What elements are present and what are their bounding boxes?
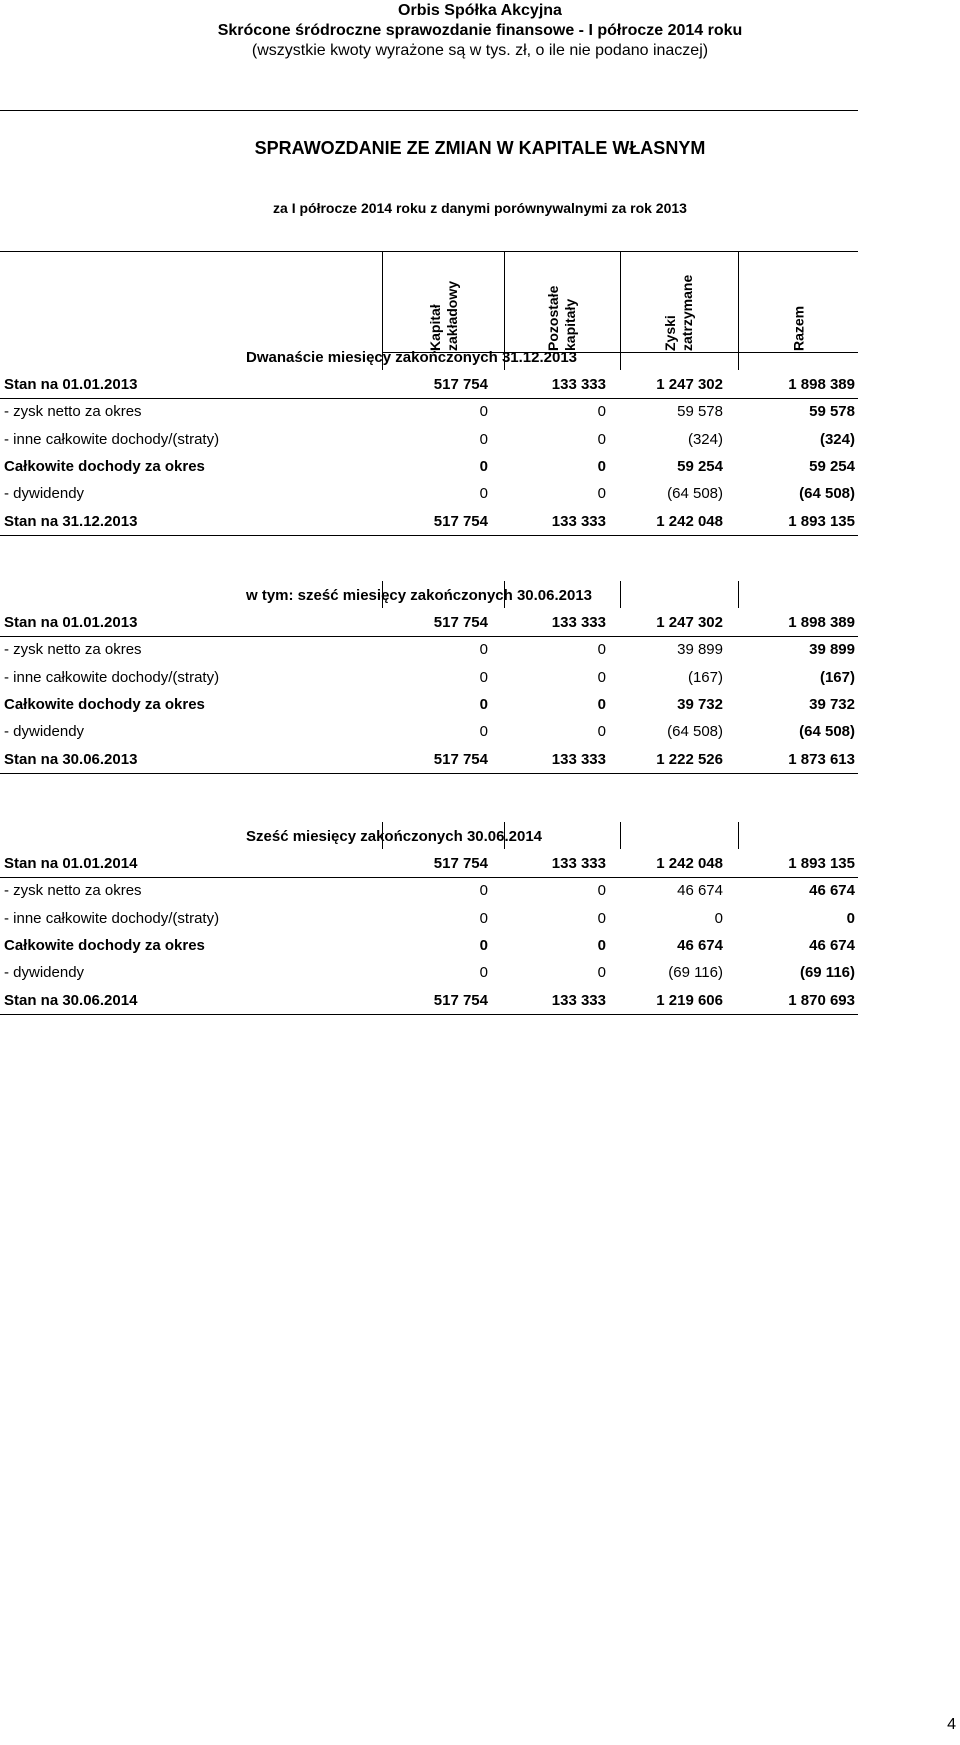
row-value: 133 333 — [551, 750, 606, 768]
row-value: 46 674 — [809, 936, 855, 954]
table-row — [0, 958, 858, 988]
row-label: Całkowite dochody za okres — [4, 457, 205, 475]
row-value: 39 732 — [809, 695, 855, 713]
page-number: 4 — [947, 1716, 956, 1733]
row-value: 0 — [597, 485, 606, 503]
row-value: 1 870 693 — [788, 991, 855, 1009]
column-header-other-capital-l1: Pozostałe — [545, 285, 561, 351]
row-value: 0 — [479, 964, 488, 982]
section-column-separator — [382, 343, 383, 370]
table-row — [0, 745, 858, 775]
row-value: 517 754 — [433, 376, 488, 393]
row-value: 1 898 389 — [788, 376, 855, 393]
section-column-separator — [620, 822, 621, 849]
column-header-other-capital-l2: kapitały — [562, 298, 578, 351]
title-rule — [0, 251, 858, 252]
row-value: 0 — [597, 723, 606, 741]
row-value: 517 754 — [433, 750, 488, 768]
row-value: 1 247 302 — [656, 376, 723, 393]
row-label: - dywidendy — [4, 485, 85, 503]
section-column-separator — [738, 581, 739, 608]
row-value: 0 — [714, 909, 723, 927]
row-value: (69 116) — [668, 964, 723, 982]
section-column-separator — [620, 343, 621, 370]
row-value: 1 242 048 — [656, 855, 723, 872]
column-header-total — [745, 258, 853, 353]
row-value: 1 893 135 — [788, 512, 855, 530]
row-label: Stan na 01.01.2013 — [4, 376, 138, 393]
row-value: 59 254 — [677, 457, 723, 475]
row-label: - zysk netto za okres — [4, 882, 142, 900]
row-value: (64 508) — [667, 485, 723, 503]
amounts-note: (wszystkie kwoty wyrażone są w tys. zł, o ile nie podano inaczej) — [251, 42, 709, 59]
section-column-separator — [738, 822, 739, 849]
column-header-share-capital — [390, 258, 498, 353]
row-value: 39 899 — [809, 641, 855, 659]
row-label: Stan na 01.01.2013 — [4, 614, 138, 631]
row-value: 0 — [597, 882, 606, 900]
row-value: 0 — [597, 457, 606, 475]
row-value: 0 — [479, 723, 488, 741]
row-value: 0 — [479, 641, 488, 659]
table-row — [0, 507, 858, 537]
row-rule — [0, 773, 858, 774]
company-name: Orbis Spółka Akcyjna — [398, 2, 562, 19]
row-label: Stan na 01.01.2014 — [4, 855, 138, 872]
table-row — [0, 608, 858, 638]
row-value: (64 508) — [799, 723, 855, 741]
column-header-retained-earnings-l2: zatrzymane — [679, 274, 695, 351]
table-row — [0, 663, 858, 693]
row-value: (324) — [819, 430, 855, 448]
table-row — [0, 717, 858, 747]
row-value: (324) — [687, 430, 723, 448]
row-value: 0 — [479, 882, 488, 900]
column-header-total-label: Razem — [790, 305, 807, 351]
row-value: 0 — [597, 909, 606, 927]
row-label: - inne całkowite dochody/(straty) — [4, 668, 220, 686]
section-title: Dwanaście miesięcy zakończonych 31.12.2013 — [246, 349, 578, 366]
row-label: - zysk netto za okres — [4, 403, 142, 421]
table-row — [0, 635, 858, 665]
row-value: 0 — [597, 668, 606, 686]
statement-title: SPRAWOZDANIE ZE ZMIAN W KAPITALE WŁASNYM — [254, 138, 706, 158]
row-value: 0 — [479, 668, 488, 686]
section-column-separator — [504, 343, 505, 370]
row-value: 517 754 — [433, 512, 488, 530]
row-value: 0 — [597, 641, 606, 659]
table-row — [0, 931, 858, 961]
row-rule — [0, 535, 858, 536]
report-name: Skrócone śródroczne sprawozdanie finansowe - I półrocze 2014 roku — [217, 22, 743, 39]
row-value: 59 254 — [809, 457, 855, 475]
row-value: 133 333 — [551, 991, 606, 1009]
row-value: (167) — [687, 668, 723, 686]
row-label: - inne całkowite dochody/(straty) — [4, 430, 220, 448]
row-value: 59 578 — [677, 403, 723, 421]
row-value: 0 — [597, 695, 606, 713]
row-value: (64 508) — [667, 723, 723, 741]
table-row — [0, 904, 858, 934]
row-value: 1 222 526 — [656, 750, 723, 768]
row-value: 0 — [597, 403, 606, 421]
row-label: - inne całkowite dochody/(straty) — [4, 909, 220, 927]
table-row — [0, 479, 858, 509]
column-header-share-capital-l2: zakładowy — [444, 280, 460, 351]
row-value: 133 333 — [551, 512, 606, 530]
row-value: 1 219 606 — [656, 991, 723, 1009]
row-value: 46 674 — [677, 936, 723, 954]
section-column-separator — [504, 581, 505, 608]
column-separator — [620, 252, 621, 352]
row-value: 0 — [479, 403, 488, 421]
row-value: 0 — [597, 964, 606, 982]
statement-subtitle: za I półrocze 2014 roku z danymi porównywalnymi za rok 2013 — [273, 200, 687, 216]
row-value: 133 333 — [551, 376, 606, 393]
table-row — [0, 397, 858, 427]
row-value: 0 — [479, 936, 488, 954]
row-label: Całkowite dochody za okres — [4, 936, 205, 954]
row-value: 1 898 389 — [788, 614, 855, 631]
table-row — [0, 986, 858, 1016]
row-rule — [0, 1014, 858, 1015]
row-value: 39 732 — [677, 695, 723, 713]
row-value: 0 — [597, 936, 606, 954]
section-column-separator — [382, 581, 383, 608]
row-value: 0 — [479, 695, 488, 713]
row-value: 0 — [479, 485, 488, 503]
table-row — [0, 370, 858, 400]
row-value: 46 674 — [677, 882, 723, 900]
section-column-separator — [382, 822, 383, 849]
report-header — [0, 0, 960, 61]
row-label: Stan na 30.06.2014 — [4, 991, 138, 1009]
row-value: 39 899 — [677, 641, 723, 659]
section-title: Sześć miesięcy zakończonych 30.06.2014 — [246, 828, 543, 845]
row-value: (64 508) — [799, 485, 855, 503]
row-label: - dywidendy — [4, 723, 85, 741]
row-value: 0 — [597, 430, 606, 448]
column-header-share-capital-l1: Kapitał — [427, 304, 443, 351]
row-label: Stan na 31.12.2013 — [4, 512, 138, 530]
row-value: 0 — [846, 909, 855, 927]
header-rule — [0, 110, 858, 111]
column-separator — [504, 252, 505, 352]
row-value: 517 754 — [433, 991, 488, 1009]
row-value: 46 674 — [809, 882, 855, 900]
table-row — [0, 876, 858, 906]
row-label: Całkowite dochody za okres — [4, 695, 205, 713]
row-label: - dywidendy — [4, 964, 85, 982]
row-value: 1 247 302 — [656, 614, 723, 631]
row-value: 0 — [479, 457, 488, 475]
row-label: Stan na 30.06.2013 — [4, 750, 138, 768]
row-value: 517 754 — [433, 855, 488, 872]
table-row — [0, 690, 858, 720]
row-value: 133 333 — [551, 614, 606, 631]
section-column-separator — [738, 343, 739, 370]
row-value: 59 578 — [809, 403, 855, 421]
column-separator — [738, 252, 739, 352]
table-row — [0, 849, 858, 879]
row-value: 0 — [479, 909, 488, 927]
table-row — [0, 452, 858, 482]
row-value: 1 873 613 — [788, 750, 855, 768]
row-value: 1 893 135 — [788, 855, 855, 872]
section-title: w tym: sześć miesięcy zakończonych 30.06.2013 — [246, 587, 593, 604]
table-row — [0, 425, 858, 455]
row-value: 0 — [479, 430, 488, 448]
row-label: - zysk netto za okres — [4, 641, 142, 659]
section-column-separator — [620, 581, 621, 608]
column-separator — [382, 252, 383, 352]
row-value: 133 333 — [551, 855, 606, 872]
row-value: (167) — [819, 668, 855, 686]
row-value: (69 116) — [799, 964, 855, 982]
row-value: 1 242 048 — [656, 512, 723, 530]
column-header-retained-earnings-l1: Zyski — [662, 315, 678, 351]
column-header-retained-earnings — [625, 258, 733, 353]
section-column-separator — [504, 822, 505, 849]
column-header-other-capital — [508, 258, 616, 353]
row-value: 517 754 — [433, 614, 488, 631]
